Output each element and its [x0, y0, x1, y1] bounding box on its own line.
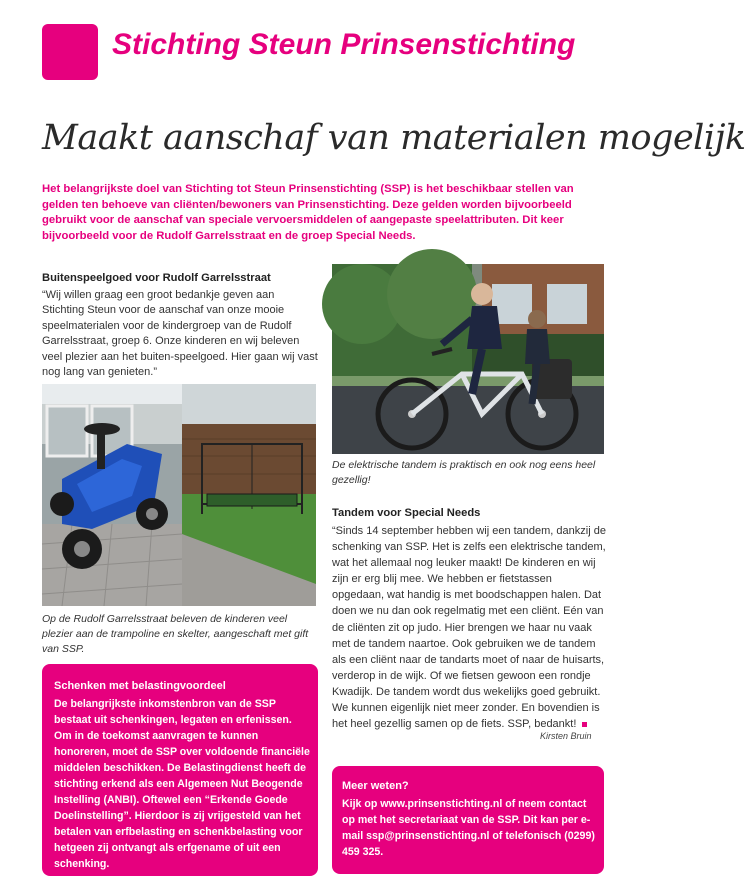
section2-title: Tandem voor Special Needs: [332, 507, 481, 519]
author-name: Kirsten Bruin: [540, 731, 592, 741]
page-headline: Maakt aanschaf van materialen mogelijk: [42, 118, 746, 158]
tax-box-title: Schenken met belastingvoordeel: [54, 680, 226, 692]
tandem-caption: De elektrische tandem is praktisch en ook nog eens heel gezellig!: [332, 459, 596, 486]
more-info-box: [332, 766, 604, 874]
end-square-icon: [582, 722, 587, 727]
intro-paragraph: Het belangrijkste doel van Stichting tot Steun Prinsenstichting (SSP) is het beschikbaar stellen van gelden ten behoeve van cliënten/bewoners van Prinsenstichting. Deze gelden worden bijvoorbeeld gebruikt voor de aanschaf van speciale vervoersmiddelen of aangepaste speelattributen. Dit keer bijvoorbeeld voor de Rudolf Garrelsstraat en de groep Special Needs.: [42, 183, 574, 242]
tandem-photo: [332, 264, 604, 454]
playground-photo: [42, 384, 316, 606]
playground-caption: Op de Rudolf Garrelsstraat beleven de kinderen veel plezier aan de trampoline en skelter, aangeschaft met gift van SSP.: [42, 613, 309, 655]
brand-title: Stichting Steun Prinsenstichting: [112, 28, 576, 61]
section1-body: “Wij willen graag een groot bedankje geven aan Stichting Steun voor de aanschaf van onze mooie speelmaterialen voor de kindergroep van de Rudolf Garrelsstraat, groep 6. Onze kinderen en wij beleven veel plezier aan het buiten-speelgoed. Hier gaan wij vast nog lang van genieten.”: [42, 289, 318, 379]
tax-box-body: De belangrijkste inkomstenbron van de SSP bestaat uit schenkingen, legaten en erfenissen. Om in de toekomst aanvragen te kunnen honoreren, moet de SSP over voldoende financiële middelen beschikken. De Belastingdienst heeft de stichting erkend als een Algemeen Nut Beogende Instelling (ANBI). Oftewel een “Erkende Goede Doelinstelling”. Hierdoor is zij vrijgesteld van het betalen van erfbelasting en schenkbelasting voor hetgeen zij ontvangt als erfgename of uit een schenking.: [54, 698, 310, 870]
tax-info-box: [42, 664, 318, 876]
section2-text: “Sinds 14 september hebben wij een tandem, dankzij de schenking van SSP. Het is zelfs een elektrische tandem, wat het allemaal nog leuker maakt! De kinderen en wij zijn er erg blij mee. We hebben er fietstassen opgedaan, wat handig is met boodschappen halen. Dat doen we nu dan ook regelmatig met een cliënt. Eén van de cliënten zit op judo. Hier brengen we haar nu vaak met de tandem naartoe. Ook gebruiken we de tandem als een cliënt naar de tandarts moet of naar de huisarts, verderop in de wijk. Of we fietsen gewoon een rondje Kwadijk. De tandem wordt dus wekelijks goed gebruikt. We kunnen eigenlijk niet meer zonder. En bovendien is het heel gezellig samen op de fiets. SSP, bedankt!: [332, 525, 606, 731]
more-box-title: Meer weten?: [342, 780, 409, 792]
section1-title: Buitenspeelgoed voor Rudolf Garrelsstraat: [42, 272, 271, 284]
more-box-body: Kijk op www.prinsenstichting.nl of neem contact op met het secretariaat van de SSP. Dit kan per e-mail ssp@prinsenstichting.nl of telefonisch (0299) 459 325.: [342, 798, 595, 858]
brand-square-icon: [42, 24, 98, 80]
section2-body: [332, 523, 606, 732]
